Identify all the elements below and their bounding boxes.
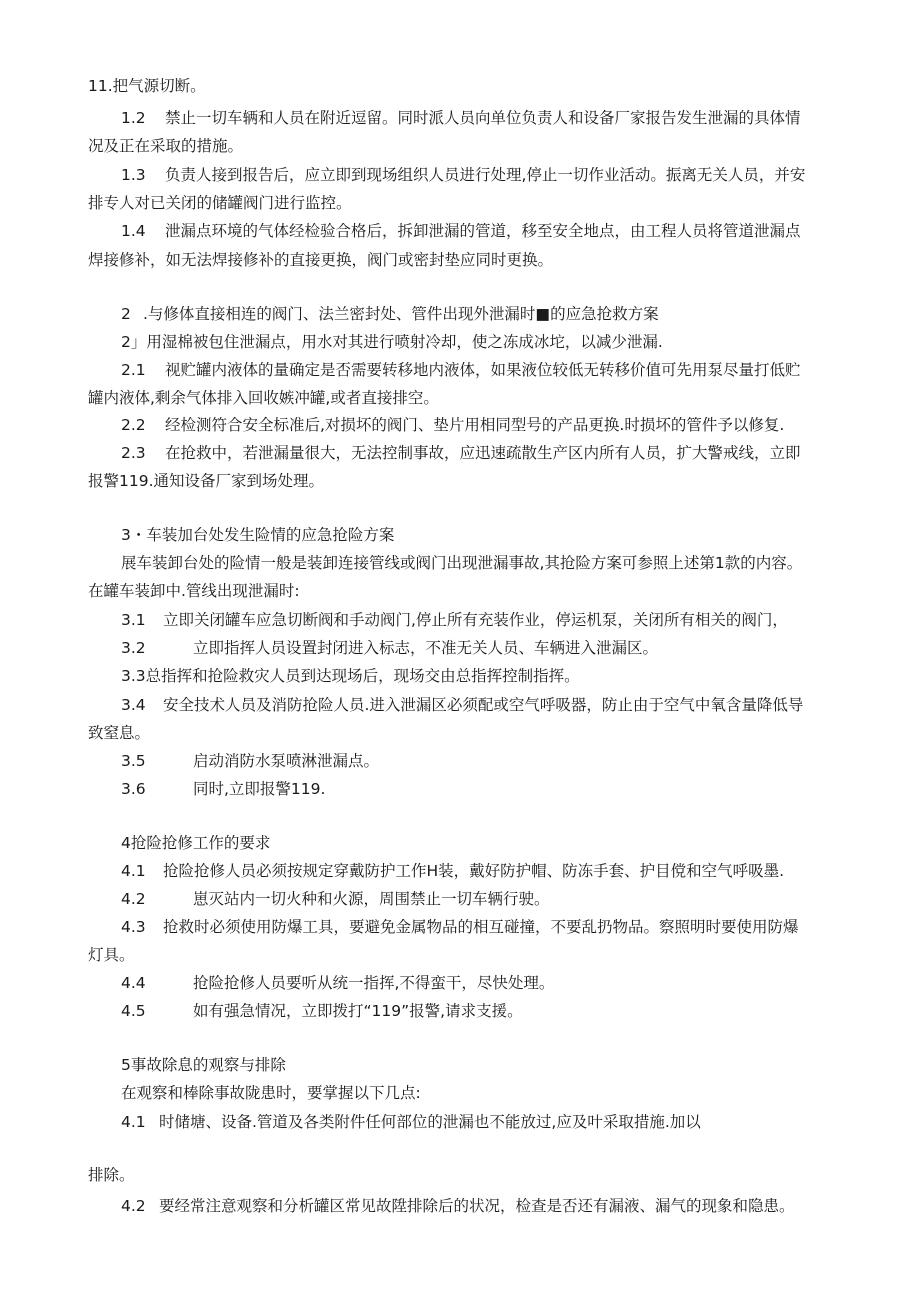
text-line bbox=[121, 443, 801, 463]
line-text: 焊接修补，如无法焊接修补的直接更换，阀门或密封垫应同时更换。 bbox=[88, 251, 554, 269]
section-number: 4.2 bbox=[121, 1197, 146, 1215]
line-text: 4抢险抢修工作的要求 bbox=[121, 834, 271, 852]
line-text: 致窒息。 bbox=[88, 724, 151, 742]
section-number: 4.1 bbox=[121, 1113, 146, 1131]
text-line bbox=[121, 1196, 795, 1216]
section-heading bbox=[121, 1055, 286, 1075]
line-text: 负责人接到报告后，应立即到现场组织人员进行处理,停止一切作业活动。振离无关人员，并安 bbox=[165, 166, 806, 184]
text-line bbox=[121, 415, 784, 435]
line-text: 崽灭站内一切火种和火源，周围禁止一切车辆行驶。 bbox=[193, 890, 550, 908]
line-text: 同时,立即报警119. bbox=[193, 780, 326, 798]
text-line bbox=[88, 76, 206, 96]
section-number: 1.3 bbox=[121, 166, 146, 184]
line-text: 要经常注意观察和分析罐区常见故陞排除后的状况，检查是否还有漏液、漏气的现象和隐患。 bbox=[159, 1197, 795, 1215]
section-number: 4.5 bbox=[121, 1002, 146, 1020]
section-number: 3.6 bbox=[121, 780, 146, 798]
section-heading bbox=[121, 525, 394, 545]
line-text: 立即关闭罐车应急切断阀和手动阀门,停止所有充装作业，停运机泵，关闭所有相关的阀门， bbox=[163, 611, 788, 629]
text-line bbox=[88, 581, 300, 601]
section-number: 3.2 bbox=[121, 639, 146, 657]
section-number: 3.4 bbox=[121, 696, 146, 714]
line-text: 在抢救中，若泄漏量很大，无法控制事故，应迅速疏散生产区内所有人员，扩大警戒线，立即 bbox=[165, 444, 801, 462]
text-line bbox=[121, 889, 550, 909]
line-text: 抢救时必须使用防爆工具，要避免金属物品的相互碰撞，不要乱扔物品。察照明时要使用防爆 bbox=[163, 918, 799, 936]
text-line bbox=[121, 695, 803, 715]
line-text: 视贮罐内液体的量确定是否需要转移地内液体，如果液位较低无转移价值可先用泵尽量打低贮 bbox=[165, 361, 801, 379]
line-text: 2」用湿棉被包住泄漏点，用水对其进行喷射冷却，使之冻成冰坨，以减少泄漏. bbox=[121, 333, 663, 351]
line-text: 立即指挥人员设置封闭进入标志，不准无关人员、车辆进入泄漏区。 bbox=[193, 639, 659, 657]
text-line bbox=[121, 1112, 701, 1132]
text-line bbox=[121, 1001, 523, 1021]
line-text: 罐内液体,剩余气体排入回收嫉冲罐,或者直接排空。 bbox=[88, 389, 439, 407]
text-line bbox=[121, 638, 658, 658]
text-line bbox=[88, 388, 439, 408]
line-text: 禁止一切车辆和人员在附近逗留。同时派人员向单位负责人和设备厂家报告发生泄漏的具体情 bbox=[165, 109, 801, 127]
line-text: .与修体直接相连的阀门、法兰密封处、管件出现外泄漏时■的应急抢救方案 bbox=[143, 305, 659, 323]
text-line bbox=[121, 779, 325, 799]
text-line bbox=[121, 861, 784, 881]
section-heading bbox=[121, 304, 659, 324]
line-text: 况及正在采取的措施。 bbox=[88, 137, 244, 155]
line-text: 排除。 bbox=[88, 1166, 135, 1184]
section-number: 1.4 bbox=[121, 222, 146, 240]
line-text: 泄漏点环境的气体经检验合格后，拆卸泄漏的管道，移至安全地点，由工程人员将管道泄漏点 bbox=[165, 222, 801, 240]
section-number: 2.1 bbox=[121, 361, 146, 379]
text-line bbox=[121, 553, 802, 573]
section-number: 2 bbox=[121, 305, 131, 323]
line-text: 灯具。 bbox=[88, 946, 135, 964]
text-line bbox=[88, 945, 135, 965]
line-text: 安全技术人员及消防抢险人员.进入泄漏区必须配或空气呼吸器，防止由于空气中氧含量降低导 bbox=[163, 696, 804, 714]
section-heading bbox=[121, 833, 270, 853]
section-number: 4.2 bbox=[121, 890, 146, 908]
section-number: 4.4 bbox=[121, 974, 146, 992]
text-line bbox=[121, 108, 801, 128]
section-number: 2.2 bbox=[121, 416, 146, 434]
text-line bbox=[121, 221, 801, 241]
text-line bbox=[121, 917, 799, 937]
text-line bbox=[88, 193, 352, 213]
section-number: 4.1 bbox=[121, 862, 146, 880]
text-line bbox=[88, 136, 243, 156]
text-line bbox=[88, 471, 324, 491]
text-line bbox=[121, 666, 580, 686]
text-line bbox=[88, 250, 553, 270]
line-text: 抢险抢修人员要听从统一指挥,不得蛮干，尽快处理。 bbox=[193, 974, 555, 992]
line-text: 3・车装加台处发生险情的应急抢险方案 bbox=[121, 526, 395, 544]
text-line bbox=[121, 1083, 421, 1103]
section-number: 4.3 bbox=[121, 918, 146, 936]
line-text: 启动消防水泵喷淋泄漏点。 bbox=[193, 752, 380, 770]
text-line bbox=[88, 723, 150, 743]
line-text: 排专人对已关闭的储罐阀门进行监控。 bbox=[88, 194, 352, 212]
section-number: 3.5 bbox=[121, 752, 146, 770]
line-text: 11.把气源切断。 bbox=[88, 77, 206, 95]
line-text: 3.3总指挥和抢险救灾人员到达现场后，现场交由总指挥控制指挥。 bbox=[121, 667, 580, 685]
text-line bbox=[121, 332, 663, 352]
line-text: 如有强急情况，立即拨打“119”报警,请求支援。 bbox=[193, 1002, 523, 1020]
text-line bbox=[121, 610, 788, 630]
text-line bbox=[121, 360, 801, 380]
line-text: 报警119.通知设备厂家到场处理。 bbox=[88, 472, 325, 490]
section-number: 2.3 bbox=[121, 444, 146, 462]
section-number: 3.1 bbox=[121, 611, 146, 629]
line-text: 5事故除息的观察与排除 bbox=[121, 1056, 286, 1074]
text-line bbox=[121, 973, 554, 993]
line-text: 经检测符合安全标准后,对损坏的阀门、垫片用相同型号的产品更换.时损坏的管件予以修复. bbox=[165, 416, 785, 434]
text-line bbox=[88, 1165, 135, 1185]
line-text: 在罐车装卸中.管线出现泄漏时: bbox=[88, 582, 300, 600]
section-number: 1.2 bbox=[121, 109, 146, 127]
text-line bbox=[121, 165, 805, 185]
line-text: 抢险抢修人员必须按规定穿戴防护工作H装，戴好防护帽、防冻手套、护目傥和空气呼吸墨. bbox=[163, 862, 785, 880]
line-text: 展车装卸台处的险情一般是装卸连接管线或阀门出现泄漏事故,其抢险方案可参照上述第1款的内容。 bbox=[121, 554, 803, 572]
line-text: 时储塘、设备.管道及各类附件任何部位的泄漏也不能放过,应及叶采取措施.加以 bbox=[159, 1113, 701, 1131]
text-line bbox=[121, 751, 379, 771]
line-text: 在观察和棒除事故陇患时，要掌握以下几点: bbox=[121, 1084, 421, 1102]
